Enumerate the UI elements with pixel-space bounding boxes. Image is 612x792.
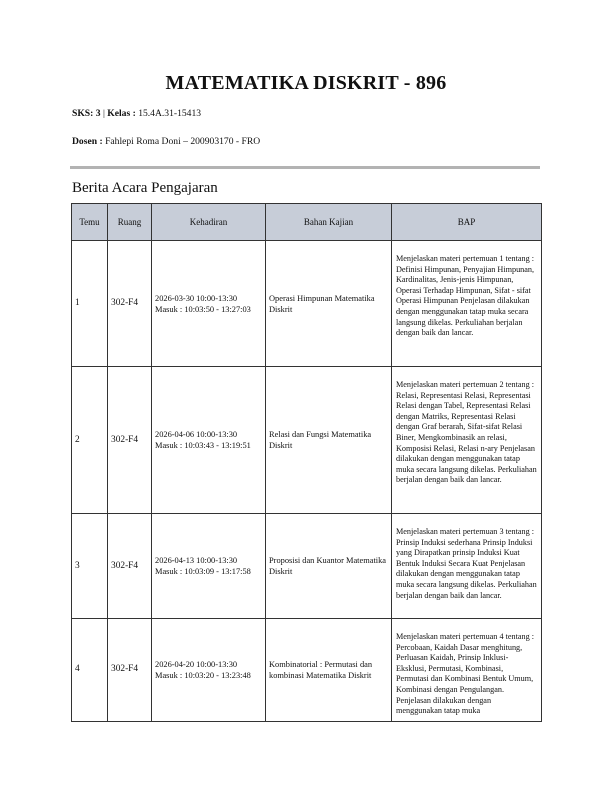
table-row (72, 241, 542, 367)
jadwal-text: 2026-04-20 10:00-13:30 (155, 659, 238, 669)
table-header-row (72, 204, 542, 241)
masuk-text: Masuk : 10:03:43 - 13:19:51 (155, 441, 251, 450)
bap-table (71, 203, 542, 722)
table-row (72, 367, 542, 514)
kehadiran-cell (152, 619, 266, 722)
bahan-kajian-cell: Operasi Himpunan Matematika Diskrit (266, 241, 392, 367)
masuk-text: Masuk : 10:03:20 - 13:23:48 (155, 670, 251, 680)
bahan-kajian-cell: Proposisi dan Kuantor Matematika Diskrit (266, 514, 392, 619)
masuk-text: Masuk : 10:03:50 - 13:27:03 (155, 304, 251, 314)
table-row (72, 514, 542, 619)
dosen-label: Dosen : (72, 136, 103, 147)
temu-cell: 2 (72, 367, 108, 514)
divider (70, 166, 540, 169)
temu-cell: 1 (72, 241, 108, 367)
ruang-cell: 302-F4 (108, 514, 152, 619)
ruang-cell: 302-F4 (108, 619, 152, 722)
masuk-text: Masuk : 10:03:09 - 13:17:58 (155, 567, 251, 576)
sks-value: 3 (95, 108, 101, 119)
jadwal-text: 2026-04-13 10:00-13:30 (155, 556, 238, 565)
section-title: Berita Acara Pengajaran (72, 180, 218, 196)
bahan-kajian-cell: Kombinatorial : Permutasi dan kombinasi Matematika Diskrit (266, 619, 392, 722)
ruang-cell: 302-F4 (108, 241, 152, 367)
header-temu: Temu (72, 204, 108, 241)
ruang-cell: 302-F4 (108, 367, 152, 514)
bap-cell: Menjelaskan materi pertemuan 4 tentang : Percobaan, Kaidah Dasar menghitung, Perluasan Kaidah, Prinsip Inklusi-Eksklusi, Permutasi, Kombinasi, Permutasi dan Kombinasi Bentuk Umum, Kombinasi dengan Pengulangan. Penjelasan dilakukan dengan menggunakan tatap muka (392, 619, 542, 722)
temu-cell: 4 (72, 619, 108, 722)
table-row (72, 619, 542, 722)
kelas-label: Kelas : (107, 108, 136, 119)
header-bap: BAP (392, 204, 542, 241)
jadwal-text: 2026-04-06 10:00-13:30 (155, 430, 238, 439)
page-title: MATEMATIKA DISKRIT - 896 (165, 72, 447, 94)
course-info-line (72, 108, 201, 119)
dosen-value: Fahlepi Roma Doni – 200903170 - FRO (105, 136, 261, 147)
temu-cell: 3 (72, 514, 108, 619)
kehadiran-cell (152, 367, 266, 514)
bap-cell: Menjelaskan materi pertemuan 3 tentang : Prinsip Induksi sederhana Prinsip Induksi yang Dirapatkan prinsip Induksi Kuat Bentuk Induksi Secara Kuat Penjelasan dilakukan dengan menggunakan tatap muka secara langsung dikelas. Perkuliahan berjalan dengan baik dan lancar. (392, 514, 542, 619)
header-ruang: Ruang (108, 204, 152, 241)
jadwal-text: 2026-03-30 10:00-13:30 (155, 293, 238, 303)
bap-cell: Menjelaskan materi pertemuan 2 tentang : Relasi, Representasi Relasi, Representasi Relasi dengan Tabel, Representasi Relasi dengan Matriks, Representasi Relasi dengan Graf berarah, Sifat-sifat Relasi Biner, Mengkombinasik an relasi, Komposisi Relasi, Relasi n-ary Penjelasan dilakukan dengan menggunakan tatap muka secara langsung dikelas. Perkuliahan berjalan dengan baik dan lancar. (392, 367, 542, 514)
kehadiran-cell (152, 514, 266, 619)
separator: | (100, 108, 108, 119)
bap-cell: Menjelaskan materi pertemuan 1 tentang : Definisi Himpunan, Penyajian Himpunan, Kardinalitas, Jenis-jenis Himpunan, Operasi Terhadap Himpunan, Sifat - sifat Operasi Himpunan Penjelasan dilakukan dengan menggunakan tatap muka secara langsung dikelas. Perkuliahan berjalan dengan baik dan lancar. (392, 241, 542, 367)
kelas-value: 15.4A.31-15413 (138, 108, 202, 119)
lecturer-info-line (72, 136, 260, 147)
bahan-kajian-cell: Relasi dan Fungsi Matematika Diskrit (266, 367, 392, 514)
sks-label: SKS: (72, 108, 94, 119)
header-bahan-kajian: Bahan Kajian (266, 204, 392, 241)
header-kehadiran: Kehadiran (152, 204, 266, 241)
kehadiran-cell (152, 241, 266, 367)
